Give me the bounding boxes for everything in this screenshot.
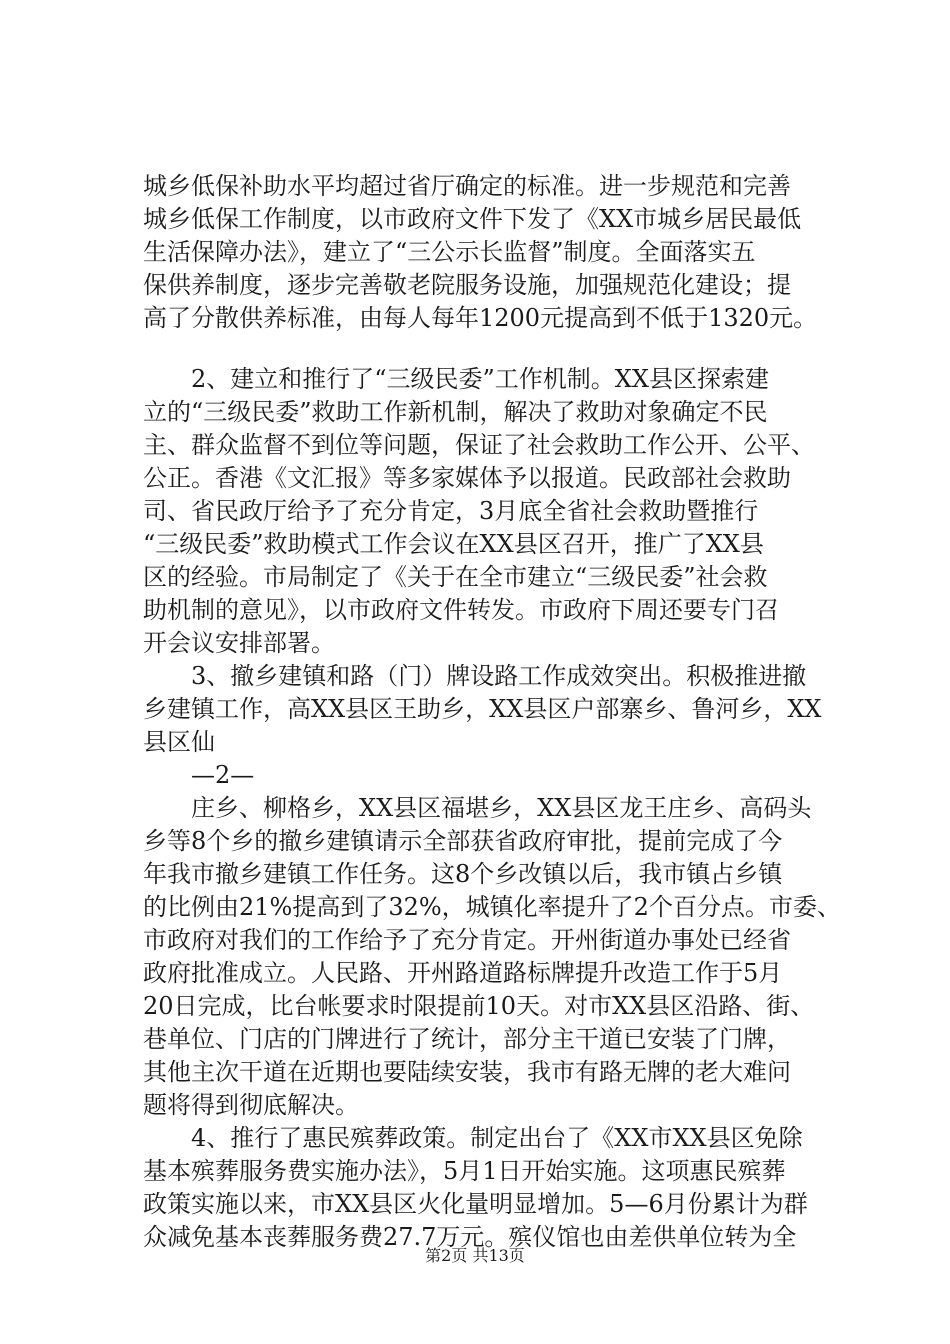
text-line: 公正。香港《文汇报》等多家媒体予以报道。民政部社会救助 bbox=[143, 464, 791, 492]
text-line: 立的“三级民委”救助工作新机制，解决了救助对象确定不民 bbox=[143, 398, 768, 426]
text-line: “三级民委”救助模式工作会议在XX县区召开，推广了XX县 bbox=[143, 530, 764, 558]
text-line: 区的经验。市局制定了《关于在全市建立“三级民委”社会救 bbox=[143, 563, 768, 591]
text-line: 众减免基本丧葬服务费27.7万元。殡仪馆也由差供单位转为全 bbox=[143, 1223, 797, 1251]
text-line: 基本殡葬服务费实施办法》，5月1日开始实施。这项惠民殡葬 bbox=[143, 1157, 786, 1185]
text-line: 保供养制度，逐步完善敬老院服务设施，加强规范化建设；提 bbox=[143, 271, 791, 299]
text-line: 题将得到彻底解决。 bbox=[143, 1091, 359, 1119]
text-line: 4、推行了惠民殡葬政策。制定出台了《XX市XX县区免除 bbox=[143, 1124, 803, 1152]
text-line: 20日完成，比台帐要求时限提前10天。对市XX县区沿路、街、 bbox=[143, 992, 815, 1020]
text-line: 政府批准成立。人民路、开州路道路标牌提升改造工作于5月 bbox=[143, 959, 783, 987]
text-line: 年我市撤乡建镇工作任务。这8个乡改镇以后，我市镇占乡镇 bbox=[143, 860, 783, 888]
text-line: 城乡低保补助水平均超过省厅确定的标准。进一步规范和完善 bbox=[143, 172, 791, 200]
text-line: 的比例由21%提高到了32%，城镇化率提升了2个百分点。市委、 bbox=[143, 893, 841, 921]
text-line: 乡建镇工作，高XX县区王助乡，XX县区户部寨乡、鲁河乡，XX bbox=[143, 695, 822, 723]
text-line: 巷单位、门店的门牌进行了统计，部分主干道已安装了门牌， bbox=[143, 1025, 791, 1053]
text-line: 其他主次干道在近期也要陆续安装，我市有路无牌的老大难问 bbox=[143, 1058, 791, 1086]
text-line: 政策实施以来，市XX县区火化量明显增加。5—6月份累计为群 bbox=[143, 1190, 808, 1218]
text-line: 助机制的意见》，以市政府文件转发。市政府下周还要专门召 bbox=[143, 596, 779, 624]
body-text bbox=[143, 170, 843, 1254]
text-line: 开会议安排部署。 bbox=[143, 629, 335, 657]
paragraph-gap bbox=[143, 335, 843, 363]
text-line: 主、群众监督不到位等问题，保证了社会救助工作公开、公平、 bbox=[143, 431, 815, 459]
text-line: 司、省民政厅给予了充分肯定，3月底全省社会救助暨推行 bbox=[143, 497, 759, 525]
text-line: 县区仙 bbox=[143, 728, 215, 756]
text-line: 生活保障办法》，建立了“三公示长监督”制度。全面落实五 bbox=[143, 238, 756, 266]
page-footer: 第2页 共13页 bbox=[425, 1246, 525, 1265]
text-line: 高了分散供养标准，由每人每年1200元提高到不低于1320元。 bbox=[143, 304, 818, 332]
text-line: 城乡低保工作制度，以市政府文件下发了《XX市城乡居民最低 bbox=[143, 205, 802, 233]
text-line: 乡等8个乡的撤乡建镇请示全部获省政府审批，提前完成了今 bbox=[143, 827, 783, 855]
text-line: 3、撤乡建镇和路（门）牌设路工作成效突出。积极推进撤 bbox=[143, 662, 807, 690]
text-line: 庄乡、柳格乡，XX县区福堪乡，XX县区龙王庄乡、高码头 bbox=[143, 794, 812, 822]
text-line: 2、建立和推行了“三级民委”工作机制。XX县区探索建 bbox=[143, 365, 769, 393]
page-marker: —2— bbox=[143, 761, 255, 789]
text-line: 市政府对我们的工作给予了充分肯定。开州街道办事处已经省 bbox=[143, 926, 791, 954]
